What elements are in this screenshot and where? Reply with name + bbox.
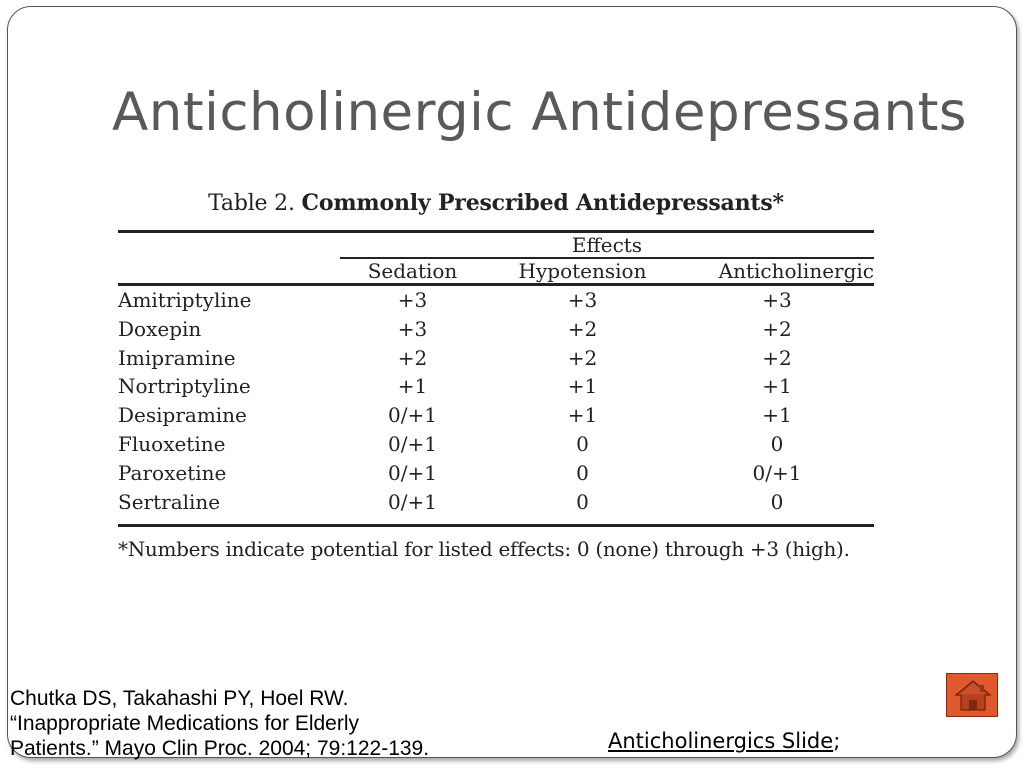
table-row — [118, 459, 874, 488]
table-row — [118, 488, 874, 517]
hypotension-value: +1 — [567, 403, 598, 428]
table-header-spacer — [118, 233, 340, 258]
citation — [10, 686, 570, 761]
sedation-value: +1 — [397, 374, 428, 399]
home-icon — [954, 679, 992, 713]
citation-line: Chutka DS, Takahashi PY, Hoel RW. — [10, 687, 349, 710]
column-header-anticholinergic: Anticholinergic — [718, 259, 874, 283]
table-caption-title: Commonly Prescribed Antidepressants* — [301, 190, 784, 216]
drug-name: Paroxetine — [118, 460, 227, 485]
sedation-value: 0/+1 — [388, 431, 437, 456]
sedation-value: +2 — [397, 345, 428, 370]
drug-name: Doxepin — [118, 316, 202, 341]
anticholinergic-value: +3 — [762, 288, 792, 312]
link-suffix: ; — [833, 729, 841, 753]
sedation-value: +3 — [397, 288, 428, 312]
table-row — [118, 430, 874, 459]
sedation-value: +3 — [397, 316, 428, 341]
table-row — [118, 344, 874, 373]
hypotension-value: 0 — [576, 460, 589, 485]
anticholinergic-value: +2 — [762, 316, 792, 341]
citation-line: Patients.” Mayo Clin Proc. 2004; 79:122-139. — [10, 737, 430, 760]
drug-name: Desipramine — [118, 403, 247, 428]
table-footnote: *Numbers indicate potential for listed effects: 0 (none) through +3 (high). — [118, 537, 850, 562]
anticholinergic-value: 0 — [770, 489, 784, 514]
home-button[interactable] — [946, 673, 998, 717]
drug-name: Sertraline — [118, 489, 221, 514]
table-row — [118, 372, 874, 401]
table-row — [118, 286, 874, 315]
column-header-hypotension: Hypotension — [518, 259, 647, 283]
anticholinergic-value: 0 — [770, 431, 784, 456]
anticholinergic-value: +1 — [762, 374, 792, 399]
sedation-value: 0/+1 — [388, 460, 437, 485]
slide-title: Anticholinergic Antidepressants — [112, 82, 968, 143]
column-header-sedation: Sedation — [367, 259, 458, 283]
antidepressant-table — [118, 233, 874, 516]
hypotension-value: +2 — [567, 345, 598, 370]
table-caption-prefix: Table 2. — [208, 191, 302, 216]
hypotension-value: +1 — [567, 374, 598, 399]
hypotension-value: +2 — [567, 316, 598, 341]
anticholinergics-slide-link[interactable] — [608, 729, 840, 753]
drug-name: Imipramine — [118, 345, 236, 370]
anticholinergic-value: 0/+1 — [752, 460, 802, 485]
table-row — [118, 401, 874, 430]
antidepressant-table-figure — [118, 190, 874, 561]
table-header-spacer — [118, 258, 340, 285]
anticholinergic-value: +2 — [762, 345, 792, 370]
effects-header: Effects — [340, 233, 874, 258]
table-caption — [118, 190, 874, 216]
link-label[interactable]: Anticholinergics Slide — [608, 729, 834, 753]
sedation-value: 0/+1 — [388, 403, 437, 428]
citation-line: “Inappropriate Medications for Elderly — [10, 712, 360, 735]
hypotension-value: 0 — [576, 489, 589, 514]
anticholinergic-value: +1 — [762, 403, 792, 428]
table-bottom-rule — [118, 524, 874, 527]
drug-name: Amitriptyline — [118, 288, 252, 312]
drug-name: Fluoxetine — [118, 431, 226, 456]
hypotension-value: 0 — [576, 431, 589, 456]
hypotension-value: +3 — [567, 288, 598, 312]
table-group-header-row — [118, 233, 874, 258]
table-column-header-row — [118, 258, 874, 285]
sedation-value: 0/+1 — [388, 489, 437, 514]
table-row — [118, 315, 874, 344]
drug-name: Nortriptyline — [118, 374, 251, 399]
